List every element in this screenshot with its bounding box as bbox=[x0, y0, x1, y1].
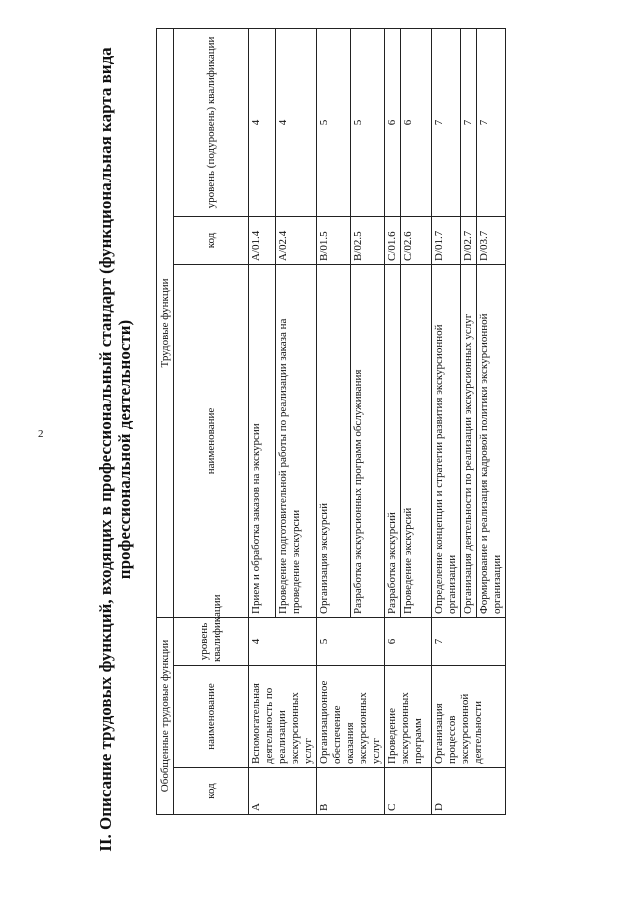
function-level: 4 bbox=[249, 28, 276, 216]
function-code: D/03.7 bbox=[477, 216, 506, 264]
rotated-page-content bbox=[96, 27, 636, 872]
function-level: 4 bbox=[276, 28, 317, 216]
title-line-1: II. Описание трудовых функций, входящих в профессиональный стандарт (функциональная карта вида bbox=[96, 47, 115, 852]
function-level: 6 bbox=[385, 28, 401, 216]
function-name: Разработка экскурсий bbox=[385, 264, 401, 617]
function-code: A/01.4 bbox=[249, 216, 276, 264]
table-row bbox=[249, 28, 276, 814]
function-code: B/01.5 bbox=[317, 216, 351, 264]
table-row bbox=[317, 28, 351, 814]
lf-code-header: код bbox=[174, 216, 249, 264]
group-level: 7 bbox=[432, 617, 506, 665]
section-title bbox=[96, 27, 134, 872]
function-name: Определение концепции и стратегии развития экскурсионной организации bbox=[432, 264, 461, 617]
function-level: 5 bbox=[317, 28, 351, 216]
function-level: 7 bbox=[477, 28, 506, 216]
function-code: C/01.6 bbox=[385, 216, 401, 264]
lf-name-header: наименование bbox=[174, 264, 249, 617]
function-name: Проведение подготовительной работы по реализации заказа на проведение экскурсии bbox=[276, 264, 317, 617]
function-code: D/01.7 bbox=[432, 216, 461, 264]
function-name: Организация экскурсий bbox=[317, 264, 351, 617]
group-level: 5 bbox=[317, 617, 385, 665]
group-name: Организация процессов экскурсионной деятельности bbox=[432, 666, 506, 768]
function-level: 6 bbox=[401, 28, 432, 216]
table-row bbox=[432, 28, 461, 814]
page-number: 2 bbox=[38, 428, 44, 440]
function-level: 7 bbox=[432, 28, 461, 216]
function-name: Формирование и реализация кадровой политики экскурсионной организации bbox=[477, 264, 506, 617]
function-name: Прием и обработка заказов на экскурсии bbox=[249, 264, 276, 617]
group-code: D bbox=[432, 768, 506, 815]
generalized-functions-header: Обобщенные трудовые функции bbox=[157, 617, 174, 814]
gf-level-header: уровень квалификации bbox=[174, 617, 249, 665]
title-line-2: профессиональной деятельности) bbox=[115, 319, 134, 580]
group-level: 6 bbox=[385, 617, 432, 665]
function-level: 7 bbox=[461, 28, 477, 216]
function-name: Разработка экскурсионных программ обслуживания bbox=[351, 264, 385, 617]
function-name: Проведение экскурсий bbox=[401, 264, 432, 617]
function-code: C/02.6 bbox=[401, 216, 432, 264]
group-code: B bbox=[317, 768, 385, 815]
table-row bbox=[385, 28, 401, 814]
function-code: A/02.4 bbox=[276, 216, 317, 264]
function-level: 5 bbox=[351, 28, 385, 216]
function-code: D/02.7 bbox=[461, 216, 477, 264]
labor-functions-header: Трудовые функции bbox=[157, 28, 174, 617]
group-level: 4 bbox=[249, 617, 317, 665]
group-code: C bbox=[385, 768, 432, 815]
gf-code-header: код bbox=[174, 768, 249, 815]
function-name: Организация деятельности по реализации экскурсионных услуг bbox=[461, 264, 477, 617]
lf-sublevel-header: уровень (подуровень) квалификации bbox=[174, 28, 249, 216]
group-name: Проведение экскурсионных программ bbox=[385, 666, 432, 768]
gf-name-header: наименование bbox=[174, 666, 249, 768]
group-name: Организационное обеспечение оказания экскурсионных услуг bbox=[317, 666, 385, 768]
functional-map-table bbox=[156, 28, 506, 815]
function-code: B/02.5 bbox=[351, 216, 385, 264]
group-name: Вспомогательная деятельность по реализации экскурсионных услуг bbox=[249, 666, 317, 768]
group-code: A bbox=[249, 768, 317, 815]
